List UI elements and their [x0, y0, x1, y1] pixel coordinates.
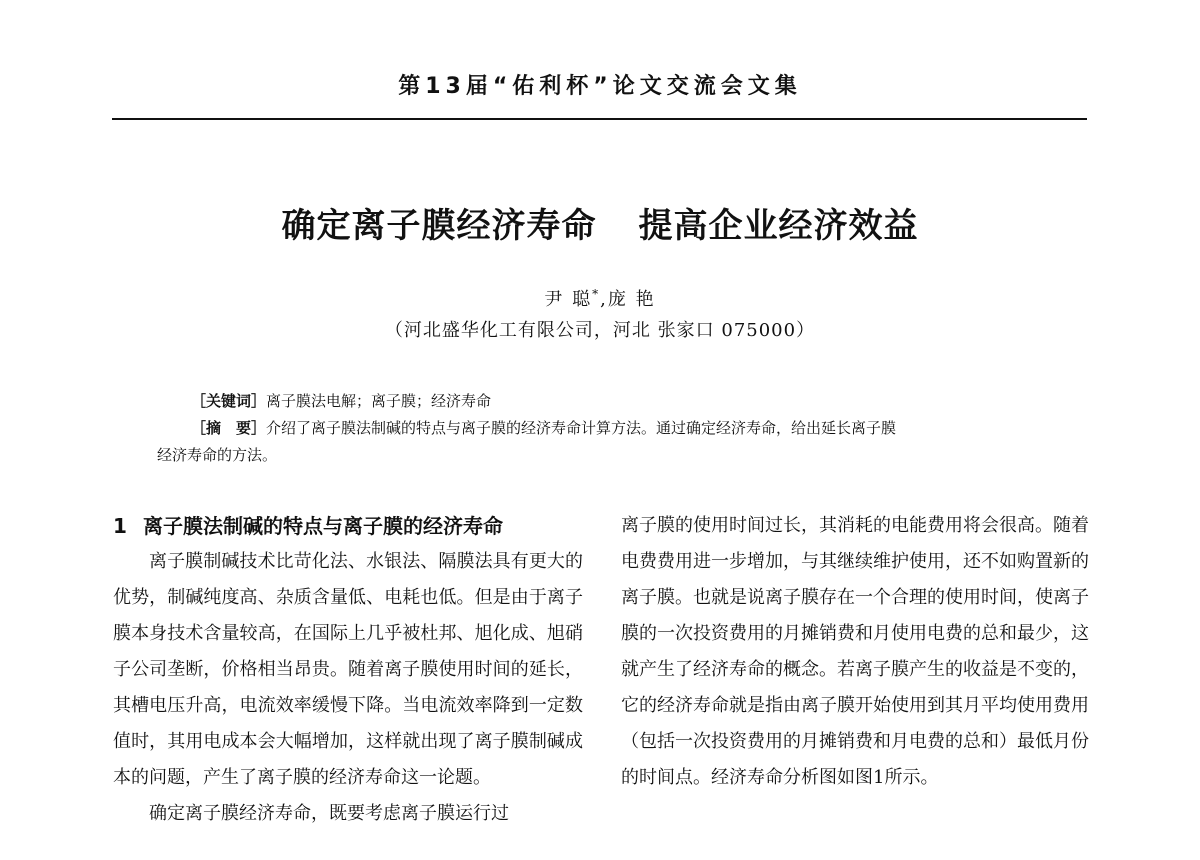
author-line — [0, 287, 1200, 313]
section-1-number: 1 — [113, 514, 127, 538]
header-rule — [112, 118, 1087, 120]
abstract-block — [157, 388, 1057, 469]
keywords-text: 离子膜法电解；离子膜；经济寿命 — [266, 392, 492, 410]
affiliation: （河北盛华化工有限公司，河北 张家口 075000） — [384, 320, 816, 341]
keywords-line — [157, 388, 1057, 415]
article-title — [0, 203, 1200, 249]
section-1-title: 离子膜法制碱的特点与离子膜的经济寿命 — [143, 514, 503, 538]
author-1: 尹 聪 — [544, 289, 593, 310]
abstract-line-2: 经济寿命的方法。 — [157, 446, 278, 464]
keywords-tag: ［关键词］ — [191, 392, 267, 410]
abstract-line-1 — [157, 415, 1057, 442]
abstract-tag: ［摘 要］ — [191, 419, 267, 437]
article-title-part2: 提高企业经济效益 — [638, 206, 919, 246]
right-column — [621, 508, 1089, 796]
article-title-part1: 确定离子膜经济寿命 — [281, 206, 597, 246]
section-1-heading — [113, 508, 583, 544]
abstract-text-1: 介绍了离子膜法制碱的特点与离子膜的经济寿命计算方法。通过确定经济寿命，给出延长离子膜 — [266, 419, 897, 437]
left-paragraph-1: 离子膜制碱技术比苛化法、水银法、隔膜法具有更大的优势，制碱纯度高、杂质含量低、电耗也低。但是由于离子膜本身技术含量较高，在国际上几乎被杜邦、旭化成、旭硝子公司垄断，价格相当昂贵。随着离子膜使用时间的延长，其槽电压升高，电流效率缓慢下降。当电流效率降到一定数值时，其用电成本会大幅增加，这样就出现了离子膜制碱成本的问题，产生了离子膜的经济寿命这一论题。 — [113, 551, 583, 788]
right-paragraph-1: 离子膜的使用时间过长，其消耗的电能费用将会很高。随着电费费用进一步增加，与其继续维护使用，还不如购置新的离子膜。也就是说离子膜存在一个合理的使用时间，使离子膜的一次投资费用的月摊销费和月使用电费的总和最少，这就产生了经济寿命的概念。若离子膜产生的收益是不变的，它的经济寿命就是指由离子膜开始使用到其月平均使用费用（包括一次投资费用的月摊销费和月电费的总和）最低月份的时间点。经济寿命分析图如图1所示。 — [621, 515, 1089, 788]
author-separator: , — [600, 289, 608, 310]
author-2: 庞 艳 — [607, 289, 656, 310]
running-header: 第13届“佑利杯”论文交流会文集 — [398, 74, 802, 99]
left-column — [113, 508, 583, 832]
left-paragraph-2: 确定离子膜经济寿命，既要考虑离子膜运行过 — [149, 803, 509, 824]
corresponding-author-mark: * — [592, 287, 601, 301]
